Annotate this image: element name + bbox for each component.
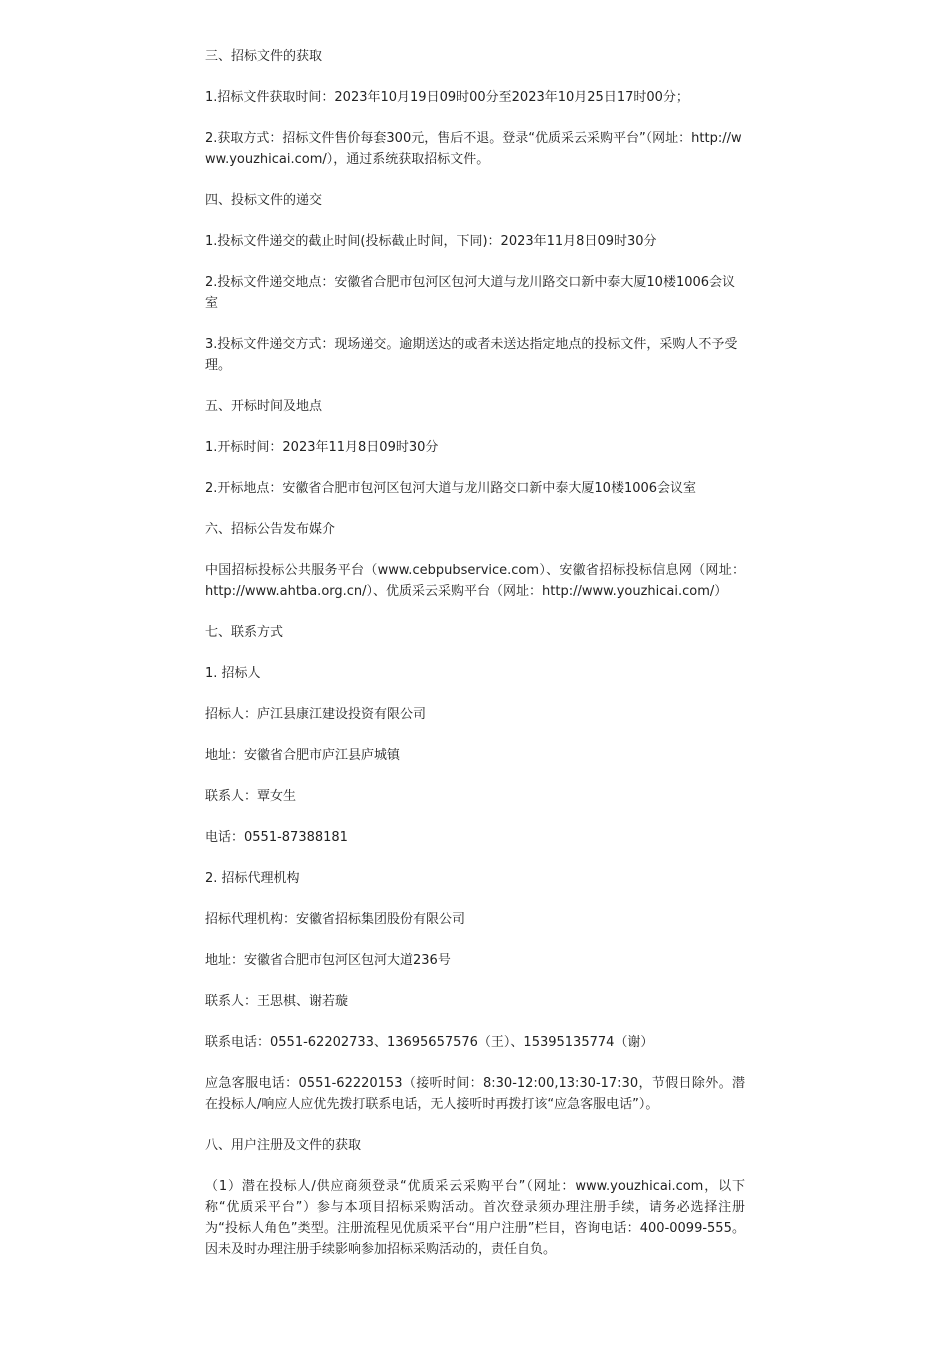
paragraph-emergency-phone: 应急客服电话：0551-62220153（接听时间：8:30-12:00,13:30-17:30，节假日除外。潜在投标人/响应人应优先拨打联系电话，无人接听时再拨打该“应急客服电话”）。 (205, 1076, 745, 1112)
paragraph-submission-location: 2.投标文件递交地点：安徽省合肥市包河区包河大道与龙川路交口新中泰大厦10楼1006会议室 (205, 275, 736, 311)
paragraph-acquisition-time: 1.招标文件获取时间：2023年10月19日09时00分至2023年10月25日17时00分； (205, 90, 689, 105)
section-heading-bid-opening: 五、开标时间及地点 (205, 399, 323, 414)
paragraph-tenderer-name: 招标人：庐江县康江建设投资有限公司 (205, 707, 427, 722)
paragraph-agency-phone: 联系电话：0551-62202733、13695657576（王）、15395135774（谢） (205, 1035, 654, 1050)
paragraph-opening-location: 2.开标地点：安徽省合肥市包河区包河大道与龙川路交口新中泰大厦10楼1006会议室 (205, 481, 697, 496)
paragraph-tenderer-phone: 电话：0551-87388181 (205, 830, 348, 845)
paragraph-submission-deadline: 1.投标文件递交的截止时间(投标截止时间，下同)：2023年11月8日09时30分 (205, 234, 657, 249)
paragraph-tenderer-contact: 联系人：覃女生 (205, 789, 297, 804)
section-heading-publication-media: 六、招标公告发布媒介 (205, 522, 336, 537)
section-heading-contact: 七、联系方式 (205, 625, 284, 640)
paragraph-agency-name: 招标代理机构：安徽省招标集团股份有限公司 (205, 912, 466, 927)
document-body (205, 46, 745, 1280)
paragraph-acquisition-method: 2.获取方式：招标文件售价每套300元，售后不退。登录“优质采云采购平台”（网址：http://www.youzhicai.com/），通过系统获取招标文件。 (205, 131, 742, 167)
section-heading-user-registration: 八、用户注册及文件的获取 (205, 1138, 362, 1153)
subheading-tenderer: 1. 招标人 (205, 666, 261, 681)
paragraph-submission-method: 3.投标文件递交方式：现场递交。逾期送达的或者未送达指定地点的投标文件，采购人不予受理。 (205, 337, 738, 373)
paragraph-agency-address: 地址：安徽省合肥市包河区包河大道236号 (205, 953, 451, 968)
paragraph-publication-media: 中国招标投标公共服务平台（www.cebpubservice.com）、安徽省招标投标信息网（网址：http://www.ahtba.org.cn/）、优质采云采购平台（网址：http://www.youzhicai.com/） (205, 563, 745, 599)
subheading-agency: 2. 招标代理机构 (205, 871, 300, 886)
paragraph-opening-time: 1.开标时间：2023年11月8日09时30分 (205, 440, 439, 455)
section-heading-bid-submission: 四、投标文件的递交 (205, 193, 323, 208)
section-heading-bid-document-acquisition: 三、招标文件的获取 (205, 49, 323, 64)
paragraph-registration-details: （1）潜在投标人/供应商须登录“优质采云采购平台”（网址：www.youzhicai.com，以下称“优质采平台”）参与本项目招标采购活动。首次登录须办理注册手续，请务必选择注册为“投标人角色”类型。注册流程见优质采平台“用户注册”栏目，咨询电话：400-0099-555。因未及时办理注册手续影响参加招标采购活动的，责任自负。 (205, 1179, 745, 1257)
paragraph-tenderer-address: 地址：安徽省合肥市庐江县庐城镇 (205, 748, 401, 763)
paragraph-agency-contact: 联系人：王思棋、谢若璇 (205, 994, 349, 1009)
